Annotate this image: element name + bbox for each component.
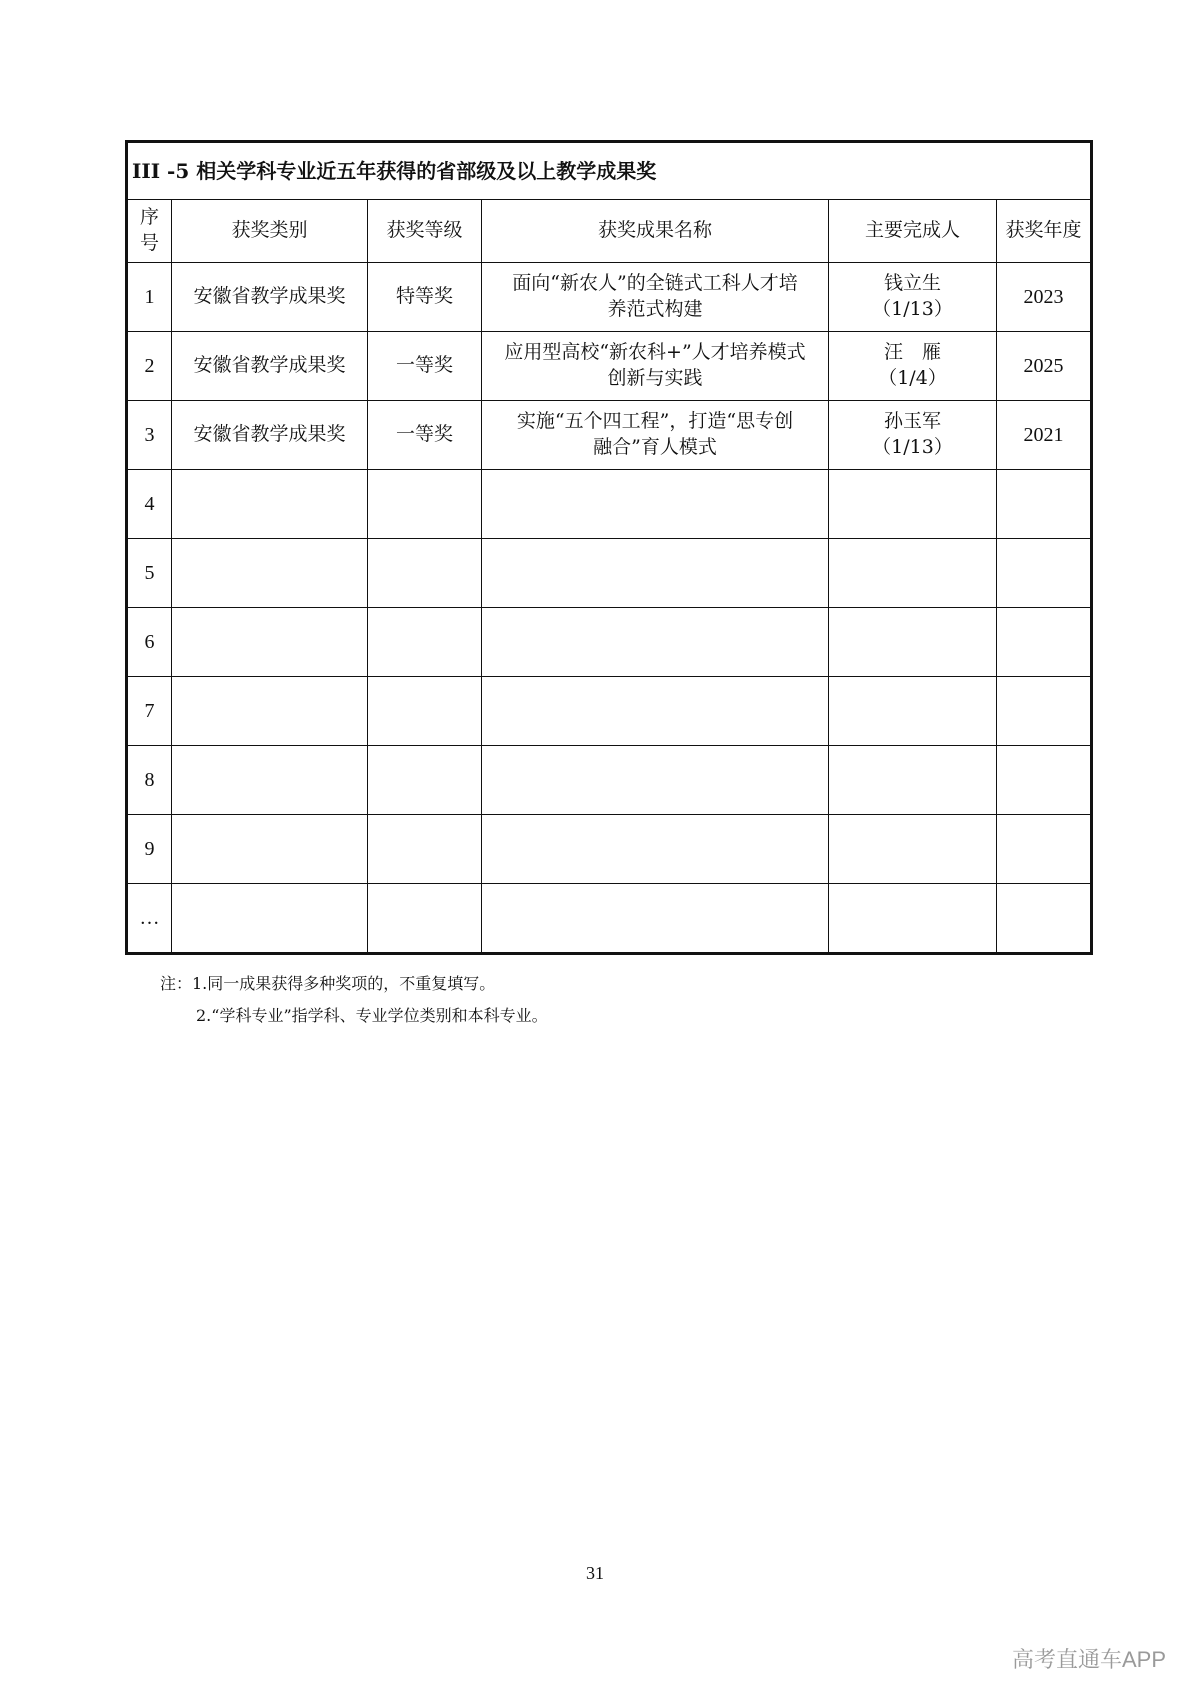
cell-name-line2: 养范式构建	[607, 298, 703, 320]
cell-seq: 3	[127, 401, 172, 470]
table-row	[127, 263, 1092, 332]
watermark: 高考直通车APP	[1011, 1647, 1166, 1672]
cell-seq: 5	[127, 539, 172, 608]
cell-person	[829, 401, 997, 470]
cell-year	[997, 884, 1092, 954]
table-row	[127, 677, 1092, 746]
cell-name	[482, 539, 829, 608]
cell-name	[482, 815, 829, 884]
cell-person-line2: （1/13）	[872, 298, 953, 320]
cell-seq: 4	[127, 470, 172, 539]
cell-grade: 特等奖	[368, 263, 482, 332]
cell-person-line1: 孙玉军	[883, 410, 941, 433]
cell-seq: 6	[127, 608, 172, 677]
cell-grade	[368, 746, 482, 815]
table-row	[127, 746, 1092, 815]
cell-grade	[368, 884, 482, 954]
cell-year	[997, 746, 1092, 815]
cell-name	[482, 470, 829, 539]
cell-name	[482, 401, 829, 470]
cell-name	[482, 677, 829, 746]
cell-name-line1: 面向“新农人”的全链式工科人才培	[512, 272, 798, 295]
table-row	[127, 401, 1092, 470]
cell-year	[997, 608, 1092, 677]
table-row	[127, 470, 1092, 539]
cell-person	[829, 539, 997, 608]
cell-category	[172, 746, 368, 815]
notes	[160, 968, 548, 1032]
cell-seq: …	[127, 884, 172, 954]
cell-person	[829, 884, 997, 954]
cell-category	[172, 884, 368, 954]
note-1: 注：1.同一成果获得多种奖项的，不重复填写。	[160, 974, 496, 993]
cell-year: 2023	[997, 263, 1092, 332]
header-name: 获奖成果名称	[482, 200, 829, 263]
cell-name-line2: 融合”育人模式	[593, 436, 717, 458]
cell-year	[997, 677, 1092, 746]
cell-person	[829, 677, 997, 746]
cell-seq: 9	[127, 815, 172, 884]
cell-name-line1: 应用型高校“新农科+”人才培养模式	[504, 341, 806, 364]
cell-category: 安徽省教学成果奖	[172, 263, 368, 332]
cell-person-line1: 钱立生	[883, 272, 941, 295]
cell-person	[829, 815, 997, 884]
cell-year	[997, 539, 1092, 608]
table-header-row	[127, 200, 1092, 263]
cell-person	[829, 608, 997, 677]
cell-person	[829, 470, 997, 539]
header-seq-line1: 序	[139, 206, 159, 229]
cell-category	[172, 539, 368, 608]
cell-name	[482, 884, 829, 954]
cell-name	[482, 608, 829, 677]
cell-category	[172, 815, 368, 884]
header-seq	[127, 200, 172, 263]
page-number: 31	[586, 1563, 604, 1583]
cell-person-line2: （1/13）	[872, 436, 953, 458]
header-person: 主要完成人	[829, 200, 997, 263]
cell-grade: 一等奖	[368, 332, 482, 401]
cell-seq: 2	[127, 332, 172, 401]
table-title: III -5 相关学科专业近五年获得的省部级及以上教学成果奖	[127, 142, 1092, 200]
cell-name	[482, 332, 829, 401]
header-seq-line2: 号	[139, 232, 159, 254]
cell-grade	[368, 539, 482, 608]
cell-category: 安徽省教学成果奖	[172, 401, 368, 470]
table-row	[127, 884, 1092, 954]
cell-person-line2: （1/4）	[878, 367, 947, 389]
cell-name	[482, 746, 829, 815]
cell-category: 安徽省教学成果奖	[172, 332, 368, 401]
header-category: 获奖类别	[172, 200, 368, 263]
cell-person	[829, 746, 997, 815]
cell-name	[482, 263, 829, 332]
cell-grade	[368, 608, 482, 677]
cell-category	[172, 470, 368, 539]
cell-name-line2: 创新与实践	[607, 367, 703, 389]
header-year: 获奖年度	[997, 200, 1092, 263]
table-row	[127, 608, 1092, 677]
note-2: 2.“学科专业”指学科、专业学位类别和本科专业。	[196, 1006, 548, 1025]
cell-seq: 7	[127, 677, 172, 746]
table-row	[127, 815, 1092, 884]
cell-person	[829, 332, 997, 401]
table-body	[127, 263, 1092, 954]
cell-person	[829, 263, 997, 332]
cell-name-line1: 实施“五个四工程”，打造“思专创	[516, 410, 794, 433]
header-grade: 获奖等级	[368, 200, 482, 263]
cell-grade: 一等奖	[368, 401, 482, 470]
cell-year: 2021	[997, 401, 1092, 470]
cell-seq: 8	[127, 746, 172, 815]
cell-person-line1: 汪 雁	[883, 341, 941, 364]
cell-seq: 1	[127, 263, 172, 332]
cell-category	[172, 608, 368, 677]
cell-year	[997, 815, 1092, 884]
cell-year	[997, 470, 1092, 539]
table-row	[127, 539, 1092, 608]
table-row	[127, 332, 1092, 401]
cell-grade	[368, 815, 482, 884]
cell-year: 2025	[997, 332, 1092, 401]
cell-grade	[368, 470, 482, 539]
cell-category	[172, 677, 368, 746]
awards-table	[125, 140, 1093, 955]
cell-grade	[368, 677, 482, 746]
